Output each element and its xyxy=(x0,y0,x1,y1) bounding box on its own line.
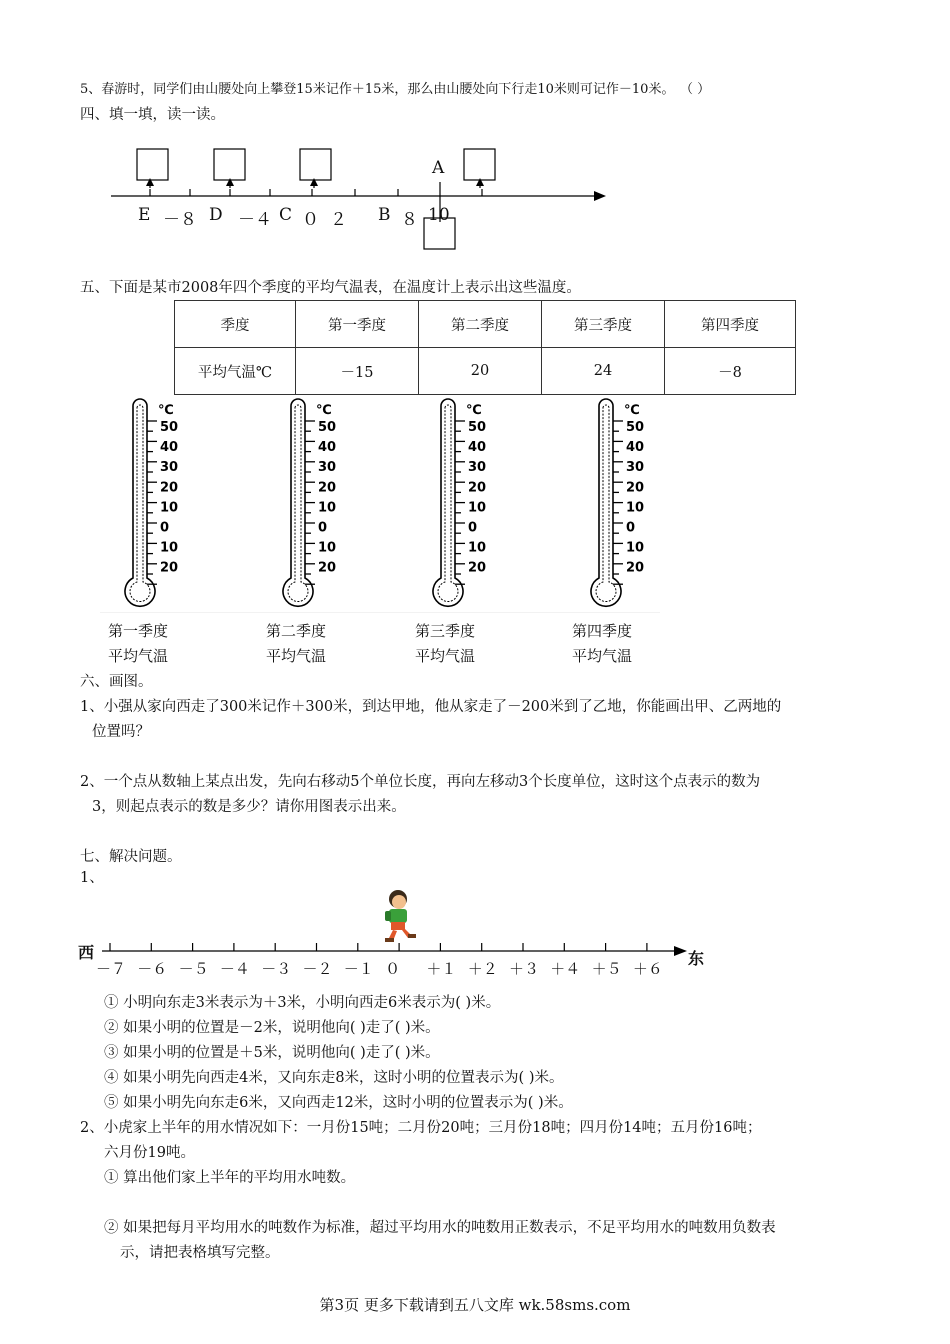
thermo-label-2: 第二季度 平均气温 xyxy=(265,622,326,665)
label-2: ２ xyxy=(330,210,347,230)
axis-label: －２ xyxy=(302,960,333,978)
table-cell: 20 xyxy=(419,348,542,395)
thermo-scale-label: 0 xyxy=(468,520,478,536)
thermo-scale-label: 20 xyxy=(318,560,337,576)
label-0: ０ xyxy=(302,210,319,230)
thermo-scale-label: 20 xyxy=(626,480,645,496)
table-cell: 24 xyxy=(542,348,665,395)
thermo-scale-label: 40 xyxy=(468,440,487,456)
table-header: 第一季度 xyxy=(296,301,419,348)
thermo-scale-label: 10 xyxy=(160,540,179,556)
sec7-q2-b-line1: ② 如果把每月平均用水的吨数作为标准，超过平均用水的吨数用正数表示，不足平均用水的吨数用负数表 xyxy=(104,1220,776,1236)
thermometer-3 xyxy=(428,396,508,611)
sec7-q2-line2: 六月份19吨。 xyxy=(104,1145,195,1161)
axis-label: －５ xyxy=(178,960,209,978)
sec7-q2-line1: 2、小虎家上半年的用水情况如下：一月份15吨；二月份20吨；三月份18吨；四月份14吨；五月份16吨； xyxy=(80,1120,762,1136)
thermo-scale-label: 20 xyxy=(318,480,337,496)
section-5-title: 五、下面是某市2008年四个季度的平均气温表，在温度计上表示出这些温度。 xyxy=(80,280,581,296)
label-10: 10 xyxy=(428,205,450,225)
thermo-scale-label: 10 xyxy=(626,540,645,556)
axis-label: ＋３ xyxy=(509,960,540,978)
answer-box xyxy=(300,149,331,180)
thermo-scale-label: 0 xyxy=(160,520,170,536)
thermo-label-1: 第一季度 平均气温 xyxy=(107,622,168,665)
table-header: 季度 xyxy=(175,301,296,348)
thermo-scale-label: 50 xyxy=(318,420,337,435)
label-b: B xyxy=(378,205,391,225)
label-e: E xyxy=(138,205,151,225)
thermometer-2 xyxy=(278,396,358,611)
sec7-item-4: ④ 如果小明先向西走4米，又向东走8米，这时小明的位置表示为( )米。 xyxy=(104,1070,564,1086)
answer-box xyxy=(137,149,168,180)
axis-label: ＋１ xyxy=(426,960,457,978)
thermometer-4 xyxy=(586,396,666,611)
table-header: 第二季度 xyxy=(419,301,542,348)
thermometer-baseline xyxy=(100,612,660,613)
thermo-scale-label: 10 xyxy=(318,540,337,556)
sec7-q2-a: ① 算出他们家上半年的平均用水吨数。 xyxy=(104,1170,356,1186)
sec7-item-2: ② 如果小明的位置是－2米，说明他向( )走了( )米。 xyxy=(104,1020,440,1036)
thermo-scale-label: 10 xyxy=(626,500,645,516)
thermo-label-4: 第四季度 平均气温 xyxy=(571,622,632,665)
sec6-q1-line1: 1、小强从家向西走了300米记作＋300米，到达甲地，他从家走了－200米到了乙地，你能画出甲、乙两地的 xyxy=(80,699,782,715)
thermo-unit: ℃ xyxy=(158,403,174,418)
table-header: 第三季度 xyxy=(542,301,665,348)
footer: 第3页 更多下载请到五八文库 wk.58sms.com xyxy=(319,1296,631,1314)
number-line-2-labels xyxy=(0,958,700,978)
label-neg8: －８ xyxy=(163,210,197,230)
thermo-scale-label: 50 xyxy=(468,420,487,435)
number-line-1 xyxy=(0,140,950,255)
table-cell: －15 xyxy=(296,348,419,395)
axis-label: －３ xyxy=(261,960,292,978)
thermo-unit: ℃ xyxy=(316,403,332,418)
answer-box xyxy=(464,149,495,180)
sec6-q2-line1: 2、一个点从数轴上某点出发，先向右移动5个单位长度，再向左移动3个长度单位，这时这个点表示的数为 xyxy=(80,774,761,790)
thermo-scale-label: 10 xyxy=(468,500,487,516)
thermo-scale-label: 50 xyxy=(626,420,645,435)
thermo-scale-label: 20 xyxy=(626,560,645,576)
label-c: C xyxy=(279,205,293,225)
sec7-item-3: ③ 如果小明的位置是＋5米，说明他向( )走了( )米。 xyxy=(104,1045,440,1061)
point-a-label: A xyxy=(432,158,445,178)
thermometer-1 xyxy=(120,396,200,611)
answer-box xyxy=(214,149,245,180)
axis-label: ＋５ xyxy=(591,960,622,978)
thermo-scale-label: 20 xyxy=(468,480,487,496)
axis-label: －１ xyxy=(343,960,374,978)
sec7-item-1: ① 小明向东走3米表示为＋3米，小明向西走6米表示为( )米。 xyxy=(104,995,501,1011)
thermo-scale-label: 30 xyxy=(160,460,179,476)
label-d: D xyxy=(209,205,223,225)
sec7-item-5: ⑤ 如果小明先向东走6米，又向西走12米，这时小明的位置表示为( )米。 xyxy=(104,1095,573,1111)
axis-label: ＋４ xyxy=(550,960,581,978)
axis-label: ＋２ xyxy=(467,960,498,978)
east-label: 东 xyxy=(688,949,705,968)
thermo-label-3: 第三季度 平均气温 xyxy=(414,622,475,665)
thermo-scale-label: 10 xyxy=(160,500,179,516)
thermo-scale-label: 10 xyxy=(318,500,337,516)
number-line-1-labels xyxy=(0,205,600,229)
thermo-scale-label: 0 xyxy=(318,520,328,536)
sec6-q2-line2: 3，则起点表示的数是多少？请你用图表示出来。 xyxy=(92,799,406,815)
table-row xyxy=(175,348,796,395)
section-6-title: 六、画图。 xyxy=(80,674,153,690)
axis-label: －４ xyxy=(219,960,250,978)
thermo-unit: ℃ xyxy=(624,403,640,418)
axis-label: ＋６ xyxy=(632,960,663,978)
q5-text: 5、春游时，同学们由山腰处向上攀登15米记作＋15米，那么由山腰处向下行走10米则可记作－10米。 （ ） xyxy=(80,82,711,97)
thermo-scale-label: 10 xyxy=(468,540,487,556)
thermo-unit: ℃ xyxy=(466,403,482,418)
table-header: 第四季度 xyxy=(665,301,796,348)
section-7-title: 七、解决问题。 xyxy=(80,849,182,865)
table-cell: －8 xyxy=(665,348,796,395)
thermo-scale-label: 20 xyxy=(468,560,487,576)
table-header-row xyxy=(175,301,796,348)
axis-label: ０ xyxy=(385,960,401,978)
thermo-scale-label: 20 xyxy=(160,480,179,496)
axis-label: －６ xyxy=(137,960,168,978)
thermo-scale-label: 40 xyxy=(160,440,179,456)
thermo-scale-label: 50 xyxy=(160,420,179,435)
thermo-scale-label: 30 xyxy=(626,460,645,476)
thermo-scale-label: 30 xyxy=(468,460,487,476)
label-8: ８ xyxy=(401,210,418,230)
sec7-q1-number: 1、 xyxy=(80,870,104,886)
sec7-q2-b-line2: 示，请把表格填写完整。 xyxy=(120,1245,280,1261)
sec6-q1-line2: 位置吗？ xyxy=(92,724,150,740)
thermo-scale-label: 0 xyxy=(626,520,636,536)
section-4-title: 四、填一填，读一读。 xyxy=(80,107,225,123)
axis-label: －７ xyxy=(96,960,127,978)
thermo-scale-label: 40 xyxy=(626,440,645,456)
temperature-table xyxy=(174,300,796,395)
thermo-scale-label: 40 xyxy=(318,440,337,456)
table-row-label: 平均气温℃ xyxy=(175,348,296,395)
thermo-scale-label: 30 xyxy=(318,460,337,476)
label-neg4: －４ xyxy=(238,210,272,230)
thermo-scale-label: 20 xyxy=(160,560,179,576)
west-label: 西 xyxy=(78,943,95,962)
